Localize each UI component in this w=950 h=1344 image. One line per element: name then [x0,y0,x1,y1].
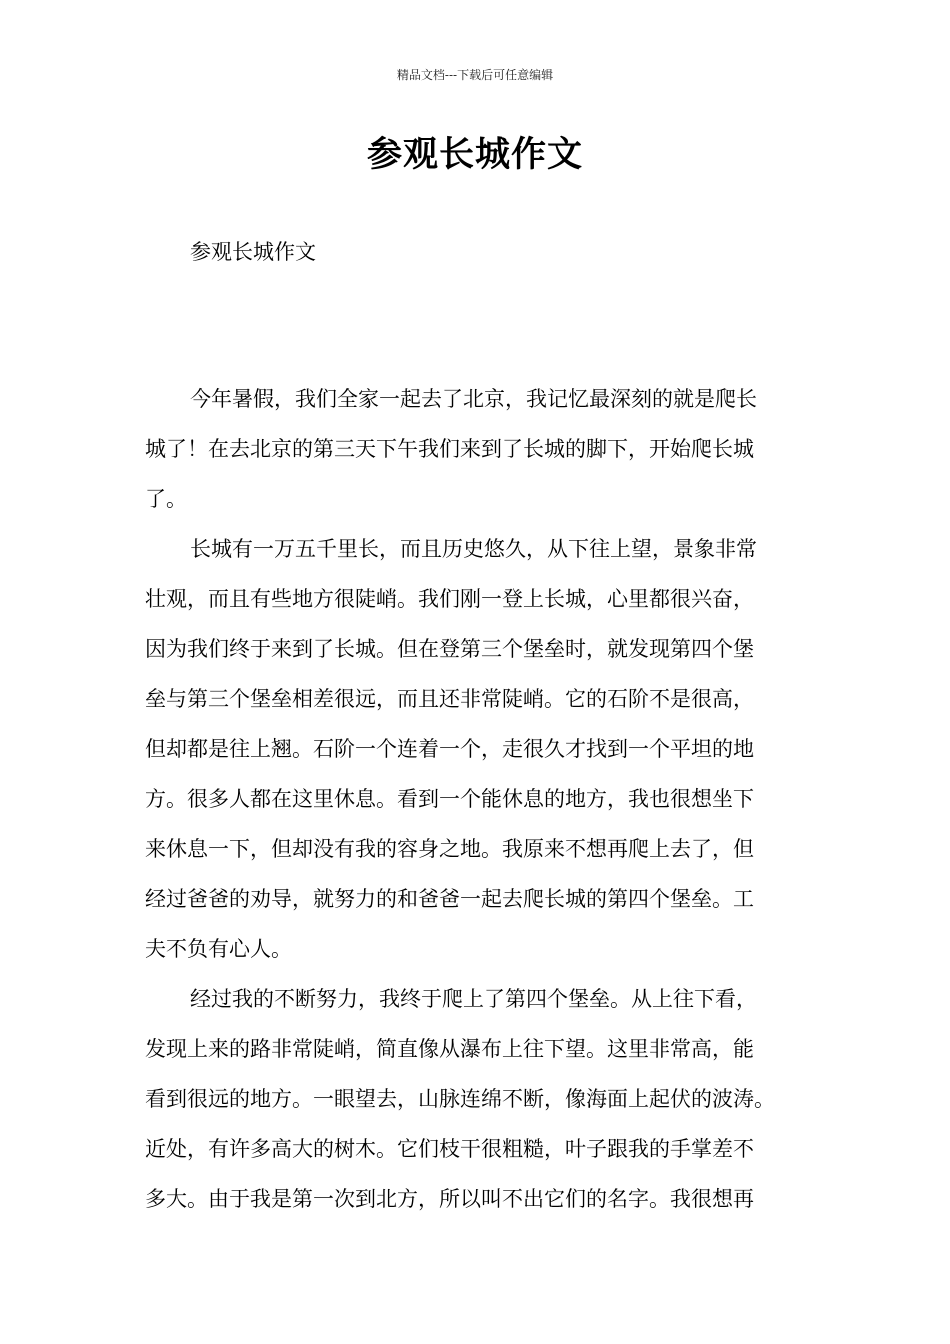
paragraph-3-line-1: 经过我的不断努力，我终于爬上了第四个堡垒。从上往下看， [190,987,757,1011]
paragraph-1-line-2: 城了！在去北京的第三天下午我们来到了长城的脚下，开始爬长城 [145,437,754,461]
paragraph-3-line-3: 看到很远的地方。一眼望去，山脉连绵不断，像海面上起伏的波涛。 [145,1087,775,1111]
paragraph-2-line-2: 壮观，而且有些地方很陡峭。我们刚一登上长城，心里都很兴奋， [145,587,754,611]
paragraph-3-line-2: 发现上来的路非常陡峭，简直像从瀑布上往下望。这里非常高，能 [145,1037,754,1061]
document-subtitle: 参观长城作文 [190,240,316,264]
paragraph-2-line-1: 长城有一万五千里长，而且历史悠久，从下往上望，景象非常 [190,537,757,561]
paragraph-2-line-9: 夫不负有心人。 [145,937,292,961]
paragraph-2-line-4: 垒与第三个堡垒相差很远，而且还非常陡峭。它的石阶不是很高， [145,687,754,711]
paragraph-3-line-5: 多大。由于我是第一次到北方，所以叫不出它们的名字。我很想再 [145,1187,754,1211]
paragraph-2-line-8: 经过爸爸的劝导，就努力的和爸爸一起去爬长城的第四个堡垒。工 [145,887,754,911]
document-title: 参观长城作文 [366,134,583,175]
paragraph-2-line-7: 来休息一下，但却没有我的容身之地。我原来不想再爬上去了，但 [145,837,754,861]
page-header: 精品文档---下载后可任意编辑 [396,68,554,82]
paragraph-1-line-3: 了。 [145,487,187,511]
paragraph-2-line-5: 但却都是往上翘。石阶一个连着一个，走很久才找到一个平坦的地 [145,737,754,761]
paragraph-2-line-6: 方。很多人都在这里休息。看到一个能休息的地方，我也很想坐下 [145,787,754,811]
paragraph-1-line-1: 今年暑假，我们全家一起去了北京，我记忆最深刻的就是爬长 [190,387,757,411]
paragraph-3-line-4: 近处，有许多高大的树木。它们枝干很粗糙，叶子跟我的手掌差不 [145,1137,754,1161]
paragraph-2-line-3: 因为我们终于来到了长城。但在登第三个堡垒时，就发现第四个堡 [145,637,754,661]
